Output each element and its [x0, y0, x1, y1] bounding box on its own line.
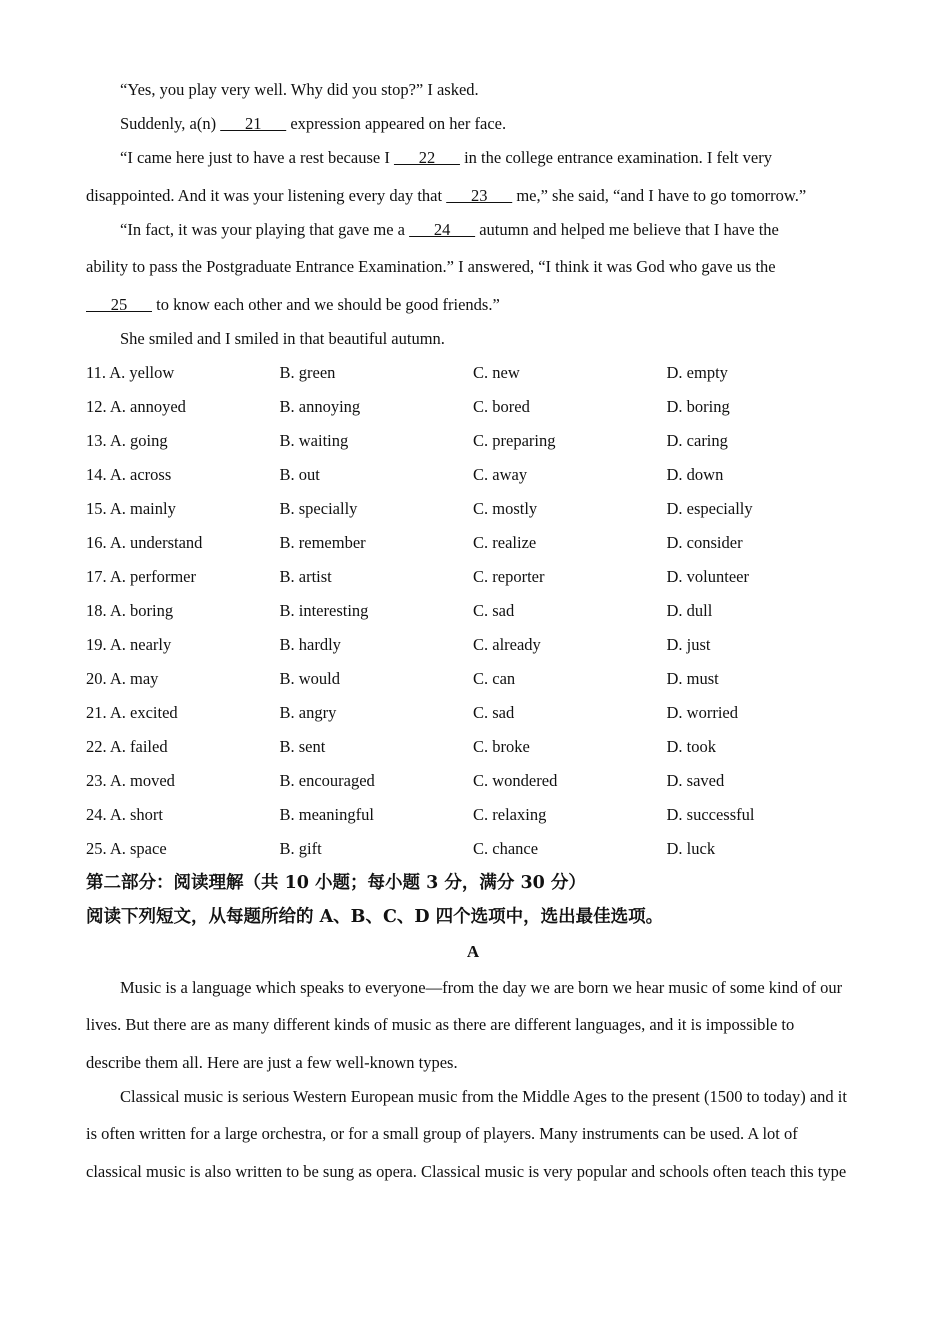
option-b: B. out: [279, 464, 320, 484]
option-b: B. would: [279, 668, 341, 688]
option-a: 21. A. excited: [86, 702, 178, 722]
option-a: 18. A. boring: [86, 600, 174, 620]
reading-paragraph-line: describe them all. Here are just a few well-known types.: [86, 1052, 458, 1072]
option-a: 12. A. annoyed: [86, 396, 186, 416]
passage-text: me,” she said, “and I have to go tomorrow.”: [512, 185, 807, 205]
option-a: 15. A. mainly: [86, 498, 176, 518]
passage-line: [86, 184, 860, 208]
passage-text: Suddenly, a(n): [120, 114, 221, 133]
option-d: D. boring: [666, 396, 730, 416]
option-b: B. remember: [279, 532, 366, 552]
question-24-options: [86, 803, 860, 827]
option-c: C. realize: [473, 532, 537, 552]
option-c: C. relaxing: [473, 804, 547, 824]
reading-paragraph-line: lives. But there are as many different kinds of music as there are different languages, and it is impossible to: [86, 1015, 795, 1034]
reading-paragraph-line: classical music is also written to be sung as opera. Classical music is very popular and schools often teach this type: [86, 1161, 847, 1181]
option-b: B. gift: [279, 838, 322, 858]
option-c: C. broke: [473, 736, 530, 756]
question-19-options: [86, 633, 860, 657]
passage-line: ability to pass the Postgraduate Entrance Examination.” I answered, “I think it was God who gave us the: [86, 257, 776, 276]
option-b: B. waiting: [279, 430, 349, 450]
option-c: C. mostly: [473, 498, 538, 518]
option-a: 16. A. understand: [86, 532, 203, 552]
option-a: 14. A. across: [86, 464, 172, 484]
blank-24: 24: [409, 219, 476, 239]
document-page: [86, 78, 860, 1184]
option-c: C. wondered: [473, 770, 558, 790]
option-a: 20. A. may: [86, 668, 159, 688]
section-title: 第二部分：阅读理解（共 10 小题；每小题 3 分，满分 30 分）: [86, 872, 586, 893]
reading-paragraph-line: Classical music is serious Western European music from the Middle Ages to the present (1500 to today) and it: [120, 1086, 847, 1106]
options-list: [86, 361, 860, 861]
question-23-options: [86, 769, 860, 793]
option-d: D. worried: [666, 702, 738, 722]
option-c: C. chance: [473, 838, 539, 858]
option-b: B. artist: [279, 566, 332, 586]
option-d: D. saved: [666, 770, 725, 790]
option-d: D. empty: [666, 362, 728, 382]
option-d: D. caring: [666, 430, 728, 450]
question-11-options: [86, 361, 860, 385]
option-b: B. meaningful: [279, 804, 374, 824]
question-14-options: [86, 463, 860, 487]
passage-paragraph: She smiled and I smiled in that beautiful autumn.: [120, 328, 445, 348]
option-a: 23. A. moved: [86, 770, 175, 790]
option-d: D. must: [666, 668, 719, 688]
passage-text: in the college entrance examination. I felt very: [459, 148, 772, 167]
option-b: B. specially: [279, 498, 358, 518]
option-d: D. especially: [666, 498, 753, 518]
passage-paragraph: [86, 146, 860, 170]
option-d: D. consider: [666, 532, 743, 552]
option-a: 17. A. performer: [86, 566, 196, 586]
option-c: C. bored: [473, 396, 530, 416]
option-a: 13. A. going: [86, 430, 168, 450]
option-a: 19. A. nearly: [86, 634, 172, 654]
passage-line: [86, 293, 860, 317]
passage-text: expression appeared on her face.: [286, 114, 507, 133]
question-20-options: [86, 667, 860, 691]
option-b: B. annoying: [279, 396, 361, 416]
question-15-options: [86, 497, 860, 521]
reading-paragraph-line: Music is a language which speaks to everyone—from the day we are born we hear music of some kind of our: [120, 977, 843, 997]
question-22-options: [86, 735, 860, 759]
option-d: D. just: [666, 634, 711, 654]
option-b: B. encouraged: [279, 770, 375, 790]
option-c: C. away: [473, 464, 528, 484]
option-c: C. new: [473, 362, 520, 382]
question-21-options: [86, 701, 860, 725]
blank-25: 25: [86, 294, 152, 314]
option-c: C. can: [473, 668, 516, 688]
passage-paragraph: [86, 218, 860, 242]
option-a: 25. A. space: [86, 838, 167, 858]
option-d: D. volunteer: [666, 566, 749, 586]
option-d: D. successful: [666, 804, 755, 824]
passage-paragraph: “Yes, you play very well. Why did you stop?” I asked.: [120, 80, 479, 99]
option-c: C. preparing: [473, 430, 556, 450]
option-c: C. sad: [473, 702, 515, 722]
option-a: 11. A. yellow: [86, 362, 175, 382]
passage-paragraph: [86, 112, 860, 136]
question-13-options: [86, 429, 860, 453]
option-a: 22. A. failed: [86, 736, 168, 756]
option-b: B. interesting: [279, 600, 369, 620]
passage-text: “In fact, it was your playing that gave me a: [120, 219, 410, 239]
option-d: D. took: [666, 736, 716, 756]
passage-label: A: [466, 941, 480, 961]
option-d: D. dull: [666, 600, 713, 620]
option-c: C. reporter: [473, 566, 545, 586]
blank-21: 21: [220, 114, 287, 133]
section-instruction: 阅读下列短文，从每题所给的 A、B、C、D 四个选项中，选出最佳选项。: [86, 906, 664, 927]
option-b: B. hardly: [279, 634, 341, 654]
passage-text: disappointed. And it was your listening every day that: [86, 185, 447, 205]
question-25-options: [86, 837, 860, 861]
question-17-options: [86, 565, 860, 589]
passage-text: autumn and helped me believe that I have the: [475, 219, 779, 239]
blank-23: 23: [446, 185, 513, 205]
question-12-options: [86, 395, 860, 419]
option-d: D. luck: [666, 838, 716, 858]
passage-text: “I came here just to have a rest because I: [120, 148, 394, 167]
question-18-options: [86, 599, 860, 623]
question-16-options: [86, 531, 860, 555]
option-b: B. angry: [279, 702, 337, 722]
passage-text: to know each other and we should be good friends.”: [152, 294, 500, 314]
option-a: 24. A. short: [86, 804, 164, 824]
option-b: B. green: [279, 362, 336, 382]
option-b: B. sent: [279, 736, 326, 756]
option-c: C. already: [473, 634, 541, 654]
option-c: C. sad: [473, 600, 515, 620]
reading-paragraph-line: is often written for a large orchestra, or for a small group of players. Many instruments can be used. A lot of: [86, 1124, 798, 1143]
option-d: D. down: [666, 464, 724, 484]
blank-22: 22: [393, 148, 460, 167]
